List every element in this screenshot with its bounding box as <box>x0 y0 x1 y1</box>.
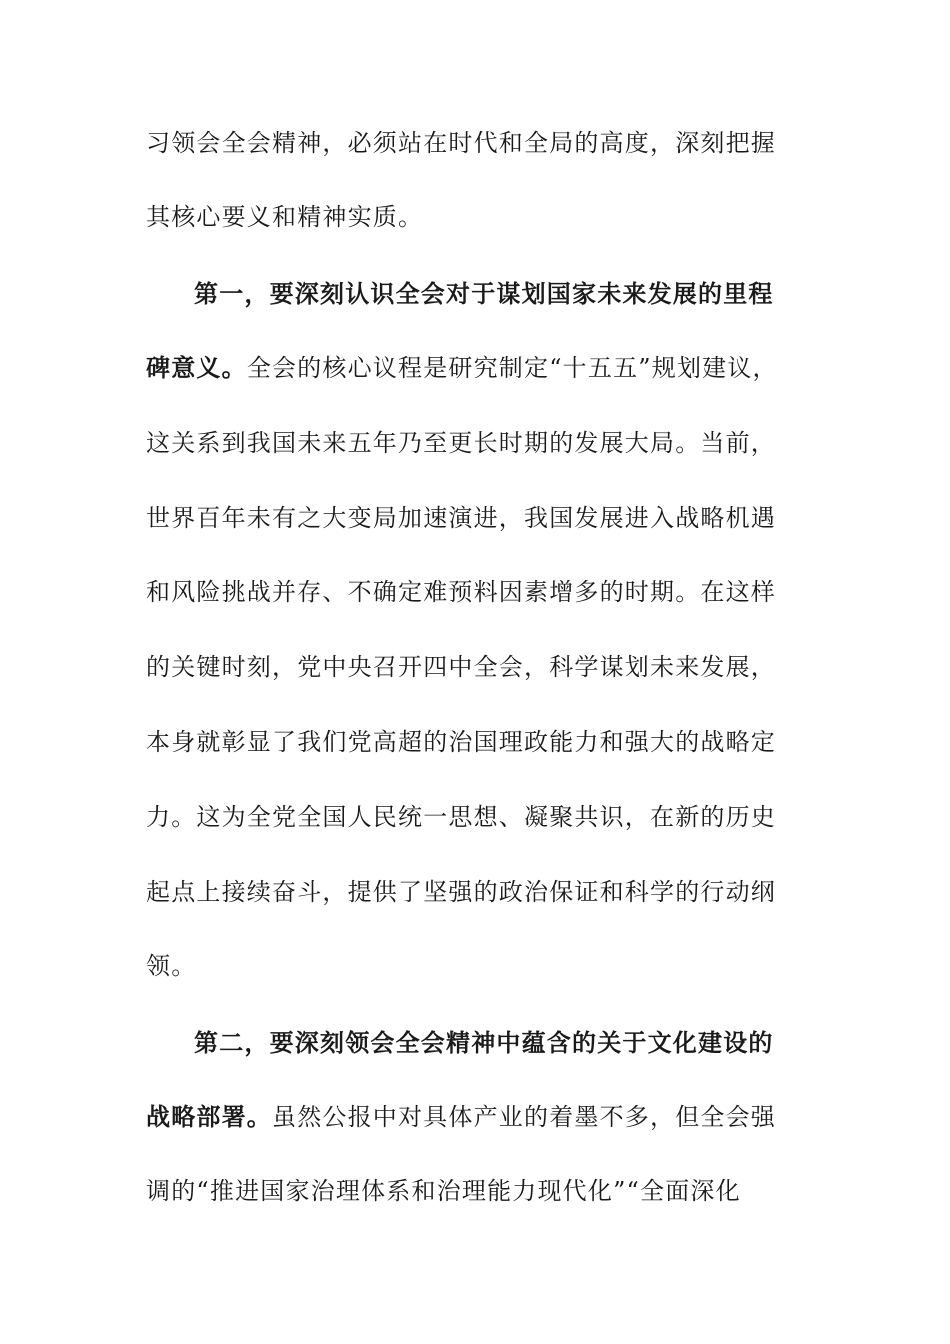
section1-line-10: 领。 <box>146 952 197 980</box>
section1-line-6: 的关键时刻，党中央召开四中全会，科学谋划未来发展， <box>146 653 776 681</box>
intro-line-2: 其核心要义和精神实质。 <box>146 203 424 231</box>
intro-line-1: 习领会全会精神，必须站在时代和全局的高度，深刻把握 <box>146 129 776 157</box>
section1-line-9: 起点上接续奋斗，提供了坚强的政治保证和科学的行动纲 <box>146 878 776 906</box>
section2-body-line-2: 虽然公报中对具体产业的着墨不多，但全会强 <box>272 1103 776 1131</box>
section1-line-5: 和风险挑战并存、不确定难预料因素增多的时期。在这样 <box>146 578 776 606</box>
section1-heading-line-2: 碑意义。 <box>146 354 247 382</box>
section2-heading-line-1: 第二，要深刻领会全会精神中蕴含的关于文化建设的 <box>194 1029 774 1057</box>
section1-line-3: 这关系到我国未来五年乃至更长时期的发展大局。当前， <box>146 429 776 457</box>
section2-line-3: 调的“推进国家治理体系和治理能力现代化”“全面深化 <box>146 1177 741 1205</box>
section1-line-8: 力。这为全党全国人民统一思想、凝聚共识，在新的历史 <box>146 803 776 831</box>
section1-line-2 <box>146 353 778 383</box>
section1-line-7: 本身就彰显了我们党高超的治国理政能力和强大的战略定 <box>146 728 776 756</box>
section1-line-4: 世界百年未有之大变局加速演进，我国发展进入战略机遇 <box>146 504 776 532</box>
section2-heading-line-2: 战略部署。 <box>146 1103 272 1131</box>
section1-heading-line-1: 第一，要深刻认识全会对于谋划国家未来发展的里程 <box>194 280 774 308</box>
section2-line-2 <box>146 1102 776 1132</box>
section1-body-line-2: 全会的核心议程是研究制定“十五五”规划建议， <box>246 354 778 382</box>
